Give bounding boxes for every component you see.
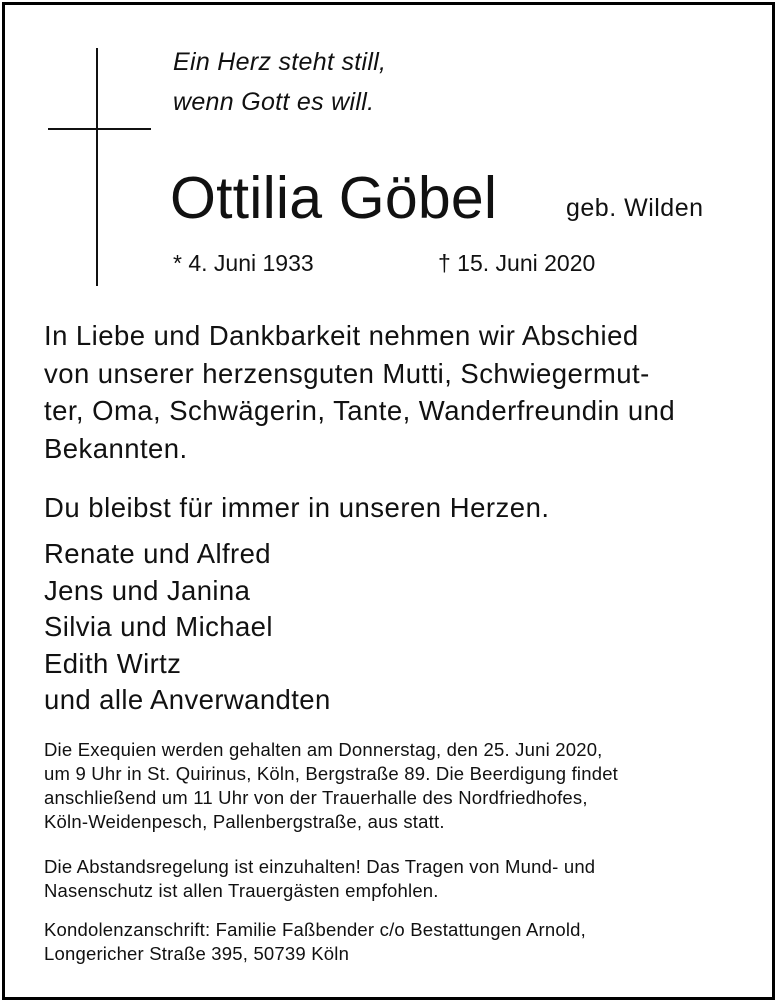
mourner-item: Silvia und Michael [44, 611, 273, 642]
mourner-item: Renate und Alfred [44, 538, 271, 569]
funeral-notice-line-3: anschließend um 11 Uhr von der Trauerhalle des Nordfriedhofes, [44, 787, 588, 808]
farewell-text [44, 317, 744, 467]
death-date: † 15. Juni 2020 [438, 250, 596, 276]
farewell-line-4: Bekannten. [44, 432, 188, 464]
farewell-line-3: ter, Oma, Schwägerin, Tante, Wanderfreundin und [44, 395, 676, 426]
cross-horizontal-bar [48, 128, 151, 130]
farewell-line-2: von unserer herzensguten Mutti, Schwiegermut- [44, 357, 650, 389]
mourner-item: und alle Anverwandten [44, 684, 331, 715]
funeral-notice-line-4: Köln-Weidenpesch, Pallenbergstraße, aus statt. [44, 811, 445, 832]
deceased-name: Ottilia Göbel [170, 165, 498, 231]
condolence-line-2: Longericher Straße 395, 50739 Köln [44, 943, 350, 964]
funeral-service-notice [44, 738, 744, 834]
farewell-line-1: In Liebe und Dankbarkeit nehmen wir Abschied [44, 320, 639, 351]
mourner-item: Jens und Janina [44, 574, 251, 606]
motto-line-1: Ein Herz steht still, [173, 48, 387, 76]
motto-line-2: wenn Gott es will. [173, 88, 375, 116]
funeral-notice-line-1: Die Exequien werden gehalten am Donnerstag, den 25. Juni 2020, [44, 739, 603, 760]
funeral-notice-line-2: um 9 Uhr in St. Quirinus, Köln, Bergstraße 89. Die Beerdigung findet [44, 763, 619, 784]
distancing-line-2: Nasenschutz ist allen Trauergästen empfohlen. [44, 880, 439, 901]
distancing-line-1: Die Abstandsregelung ist einzuhalten! Das Tragen von Mund- und [44, 856, 596, 877]
condolence-line-1: Kondolenzanschrift: Familie Faßbender c/o Bestattungen Arnold, [44, 919, 587, 940]
birth-date: * 4. Juni 1933 [173, 250, 314, 276]
condolence-address [44, 918, 744, 966]
distancing-notice [44, 855, 744, 903]
motto [173, 42, 386, 122]
mourners-list [44, 536, 331, 719]
deceased-birth-name: geb. Wilden [566, 194, 704, 222]
mourner-item: Edith Wirtz [44, 647, 182, 679]
cross-vertical-bar [96, 48, 98, 286]
closing-line: Du bleibst für immer in unseren Herzen. [44, 492, 550, 523]
